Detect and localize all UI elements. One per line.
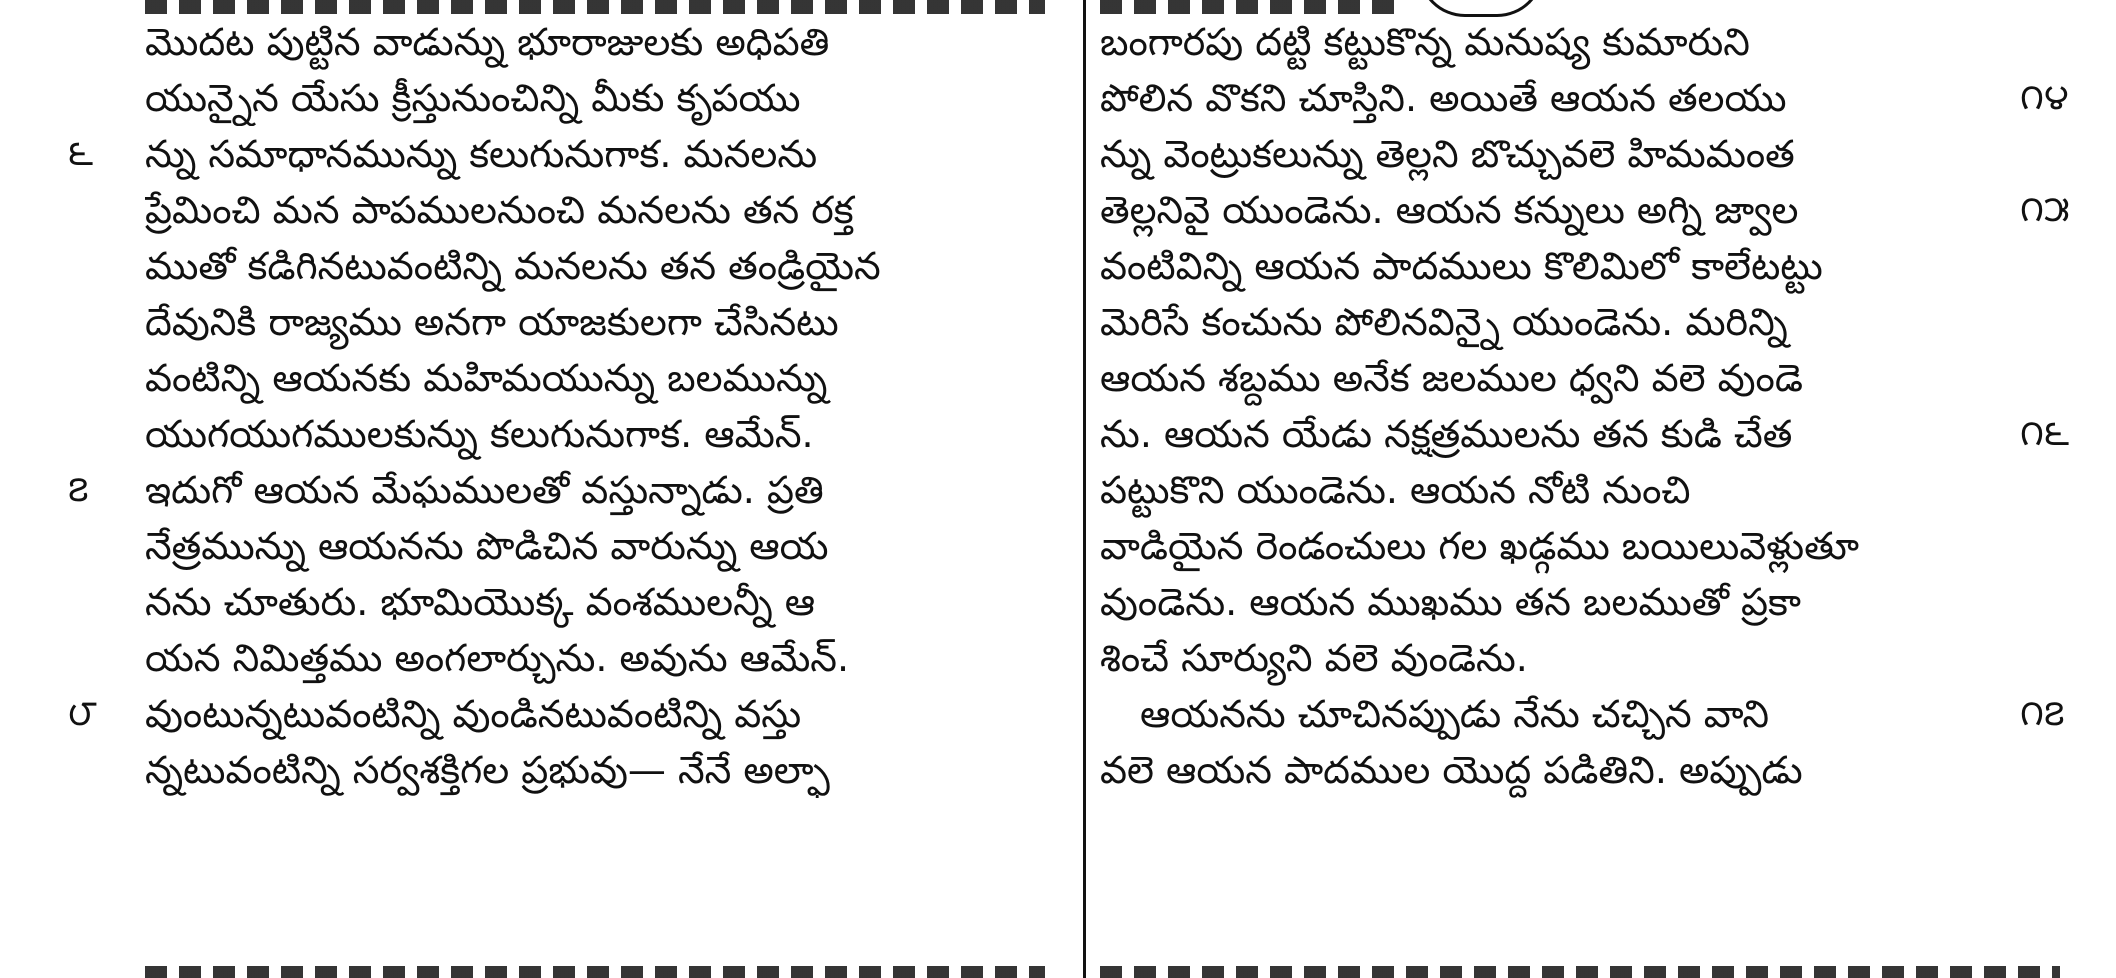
text-line: యుగయుగములకున్ను కలుగునుగాక. ఆమేన్. <box>145 412 814 456</box>
text-line: ను. ఆయన యేడు నక్షత్రములను తన కుడి చేత <box>1100 412 1793 456</box>
text-line: వంటిన్ని ఆయనకు మహిమయున్ను బలమున్ను <box>145 356 828 400</box>
cropped-top-line-left <box>145 0 1045 14</box>
text-line: శించే సూర్యుని వలె వుండెను. <box>1100 636 1528 680</box>
verse-number: ౧౪ <box>2020 77 2069 118</box>
text-line: వంటివిన్ని ఆయన పాదములు కొలిమిలో కాలేటట్టు <box>1100 244 1823 288</box>
text-line: న్ను వెంట్రుకలున్ను తెల్లని బొచ్చువలె హిమమంత <box>1100 132 1795 176</box>
text-line: వుండెను. ఆయన ముఖము తన బలముతో ప్రకా <box>1100 580 1801 624</box>
text-line: వలె ఆయన పాదముల యొద్ద పడితిని. అప్పుడు <box>1100 748 1803 792</box>
text-line: యన నిమిత్తము అంగలార్చును. అవును ఆమేన్. <box>145 636 850 680</box>
text-line: ప్రేమించి మన పాపములనుంచి మనలను తన రక్త <box>145 188 854 232</box>
text-line: పోలిన వొకని చూస్తిని. అయితే ఆయన తలయు <box>1100 76 1787 120</box>
verse-number: ౭ <box>68 469 89 510</box>
text-line: వుంటున్నటువంటిన్ని వుండినటువంటిన్ని వస్తు <box>145 692 802 736</box>
text-line: తెల్లనివై యుండెను. ఆయన కన్నులు అగ్ని జ్వాల <box>1100 188 1799 232</box>
text-line: నేత్రమున్ను ఆయనను పొడిచిన వారున్ను ఆయ <box>145 524 829 568</box>
column-divider <box>1083 0 1086 978</box>
cropped-bottom-line-right <box>1100 966 2060 978</box>
text-line: న్నటువంటిన్ని సర్వశక్తిగల ప్రభువు— నేనే అల్ఫా <box>145 748 830 792</box>
text-line: ఆయనను చూచినప్పుడు నేను చచ్చిన వాని <box>1140 692 1770 736</box>
verse-number: ౬ <box>68 133 94 174</box>
text-line: బంగారపు దట్టి కట్టుకొన్న మనుష్య కుమారుని <box>1100 20 1750 64</box>
verse-number: ౧౫ <box>2020 189 2070 230</box>
text-line: మొదట పుట్టిన వాడున్ను భూరాజులకు అధిపతి <box>145 20 830 64</box>
verse-number: ౧౬ <box>2020 413 2070 454</box>
text-line: ఇదుగో ఆయన మేఘములతో వస్తున్నాడు. ప్రతి <box>145 468 824 512</box>
verse-number: ౮ <box>68 693 97 734</box>
verse-number: ౧౭ <box>2020 693 2065 734</box>
text-line: మెరిసే కంచును పోలినవిన్నై యుండెను. మరిన్ని <box>1100 300 1788 344</box>
text-line: ముతో కడిగినటువంటిన్ని మనలను తన తండ్రియైన <box>145 244 881 288</box>
text-line: దేవునికి రాజ్యము అనగా యాజకులగా చేసినటు <box>145 300 839 344</box>
cropped-bottom-line-left <box>145 966 1045 978</box>
text-line: న్ను సమాధానమున్ను కలుగునుగాక. మనలను <box>145 132 818 176</box>
text-line: ఆయన శబ్దము అనేక జలముల ధ్వని వలె వుండె <box>1100 356 1803 400</box>
text-line: నను చూతురు. భూమియొక్క వంశములన్నీ ఆ <box>145 580 816 624</box>
cropped-top-line-right <box>1100 0 1400 14</box>
text-line: పట్టుకొని యుండెను. ఆయన నోటి నుంచి <box>1100 468 1691 512</box>
text-line: యున్నైన యేసు క్రీస్తునుంచిన్ని మీకు కృపయు <box>145 76 801 120</box>
text-line: వాడియైన రెండంచులు గల ఖడ్గము బయిలువెళ్లుతూ <box>1100 524 1860 568</box>
